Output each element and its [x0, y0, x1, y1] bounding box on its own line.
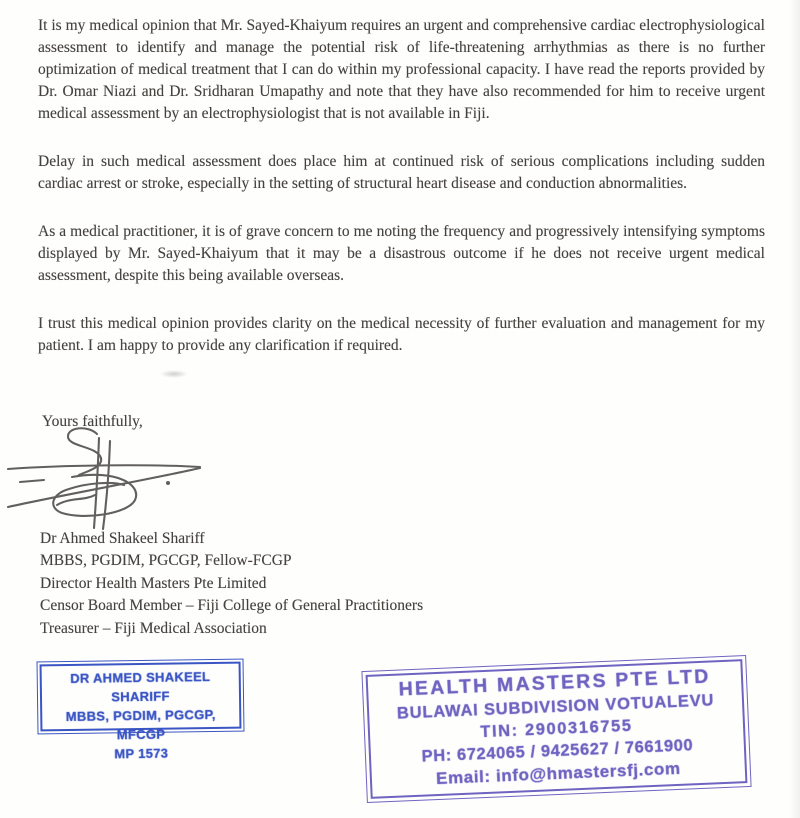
doctor-stamp-credentials: MBBS, PGDIM, PGCGP, MFCGP: [65, 706, 216, 743]
doctor-rubber-stamp: [37, 659, 245, 762]
doctor-stamp-registration: MP 1573: [114, 745, 169, 762]
paragraph-grave-concern: As a medical practitioner, it is of grave concern to me noting the frequency and progressively intensifying symptoms displayed by Mr. Sayed-Khaiyum that it may be a disastrous outcome if he does not receive urgent medical assessment, despite this being available overseas.: [38, 223, 765, 284]
clinic-stamp-address: BULAWAI SUBDIVISION VOTUALEVU: [396, 691, 715, 723]
scan-smudge: [160, 370, 188, 378]
clinic-stamp-tin: TIN: 2900316755: [479, 716, 634, 742]
signatory-role-censor-board: Censor Board Member – Fiji College of General Practitioners: [40, 597, 424, 615]
signatory-name: Dr Ahmed Shakeel Shariff: [40, 530, 205, 547]
signature-scribble-icon: [2, 421, 222, 539]
signatory-block: [40, 528, 423, 640]
clinic-stamp-border: [361, 655, 751, 803]
doctor-stamp-border: [37, 659, 245, 762]
paragraph-medical-opinion: It is my medical opinion that Mr. Sayed-Khaiyum requires an urgent and comprehensive cardiac electrophysiological assessment to identify and manage the potential risk of life-threatening arrhythmias as there is no further optimization of medical treatment that I can do within my professional capacity. I have read the reports provided by Dr. Omar Niazi and Dr. Sridharan Umapathy and note that they have also recommended for him to receive urgent medical assessment by an electrophysiologist that is not available in Fiji.: [38, 17, 765, 122]
signatory-role-treasurer: Treasurer – Fiji Medical Association: [40, 619, 267, 637]
signatory-role-director: Director Health Masters Pte Limited: [40, 574, 267, 592]
closing-salutation: Yours faithfully,: [42, 413, 143, 430]
clinic-stamp-phone: PH: 6724065 / 9425627 / 7661900: [421, 736, 694, 766]
clinic-stamp-company: HEALTH MASTERS PTE LTD: [398, 665, 711, 701]
doctor-stamp-inner-border: [40, 662, 242, 762]
clinic-rubber-stamp: [361, 655, 751, 803]
clinic-stamp-email: Email: info@hmastersfj.com: [435, 758, 682, 789]
signatory-credentials: MBBS, PGDIM, PGCGP, Fellow-FCGP: [40, 552, 292, 570]
scan-edge-shading: [790, 0, 800, 818]
paragraph-trust-clarity: I trust this medical opinion provides clarity on the medical necessity of further evaluation and management for my patient. I am happy to provide any clarification if required.: [38, 315, 765, 354]
clinic-stamp-inner-border: [366, 659, 748, 799]
doctor-stamp-name: DR AHMED SHAKEEL SHARIFF: [70, 669, 211, 705]
letter-body: [38, 0, 765, 383]
paragraph-delay-risk: Delay in such medical assessment does place him at continued risk of serious complications including sudden cardiac arrest or stroke, especially in the setting of structural heart disease and conduction abnormalities.: [38, 153, 765, 192]
